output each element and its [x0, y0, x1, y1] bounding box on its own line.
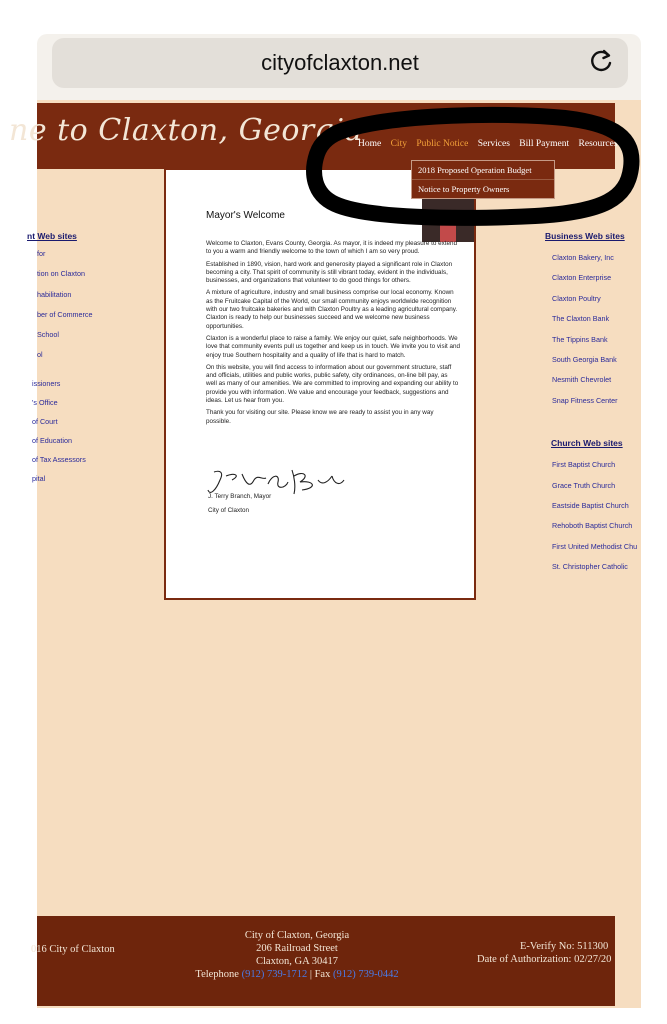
letter-paragraph: A mixture of agriculture, industry and small business comprise our local economy. Known as the Fruitcake Capital of the World, our small community enjoys worldwide recognition with our two fruitcake bakeries and with Claxton Poultry as a leading agricultural company. Claxton is ready to help our businesses succeed and we welcome new business opportunities.	[206, 289, 458, 330]
letter-paragraph: Established in 1890, vision, hard work and generosity played a significant role in Claxton becoming a city. That spirit of community is still vibrant today, evident in the individuals, businesses, and organizations that volunteer to do good things for others.	[206, 260, 453, 285]
nav-services[interactable]: Services	[477, 139, 510, 149]
url-text[interactable]: cityofclaxton.net	[261, 50, 419, 75]
address-bar[interactable]	[52, 38, 628, 88]
left-link[interactable]: 's Office	[32, 397, 58, 407]
signature-city: City of Claxton	[208, 507, 249, 514]
left-link[interactable]: of Education	[32, 435, 72, 445]
left-link[interactable]: for	[37, 249, 46, 258]
footer-citystate: Claxton, GA 30417	[256, 956, 338, 967]
left-link[interactable]: habilitation	[37, 289, 72, 299]
nav-bill-payment[interactable]: Bill Payment	[519, 139, 570, 149]
marker-annotation	[305, 108, 645, 238]
left-link[interactable]: issioners	[32, 378, 61, 388]
footer-address	[167, 929, 427, 981]
letter-paragraph: Claxton is a wonderful place to raise a family. We enjoy our quiet, safe neighborhoods. We love that community events pull us together and keep us in touch. We invite you to visit and enjoy true Southern hospitality and a quality of life that is hard to match.	[206, 334, 461, 359]
footer-copyright: 016 City of Claxton	[31, 944, 115, 955]
business-sites-heading: Business Web sites	[545, 231, 625, 241]
tel-link[interactable]: (912) 739-1712	[241, 969, 308, 980]
signature-name: J. Terry Branch, Mayor	[208, 493, 272, 500]
footer-phone-line	[167, 968, 427, 981]
right-sidebar	[545, 231, 655, 582]
web-page	[9, 100, 641, 1008]
tel-label: Telephone	[195, 969, 239, 980]
business-link[interactable]: Nesmith Chevrolet	[552, 375, 612, 385]
letter-paragraph: On this website, you will find access to information about our government structure, staff and officials, utilities and public works, public safety, city ordinances, on-line bill pay, as well as many of our amenities. We are committed to improving and expanding our ability to provide you with information. We value and encourage your feedback, suggestions and ideas. Let us hear from you.	[206, 363, 459, 405]
left-link[interactable]: of Court	[32, 416, 58, 426]
church-link[interactable]: Rehoboth Baptist Church	[552, 521, 633, 531]
left-link-list-2	[32, 378, 157, 493]
church-link[interactable]: Eastside Baptist Church	[552, 500, 629, 510]
business-link[interactable]: The Claxton Bank	[552, 314, 610, 324]
everify-number: E-Verify No: 511300	[520, 941, 609, 952]
letter-body	[206, 240, 460, 430]
business-link-list	[552, 253, 655, 416]
authorization-date: Date of Authorization: 02/27/20	[477, 954, 612, 965]
business-link[interactable]: South Georgia Bank	[552, 354, 617, 364]
business-link[interactable]: Snap Fitness Center	[552, 395, 618, 405]
church-link[interactable]: Grace Truth Church	[552, 480, 616, 490]
left-sidebar	[27, 231, 157, 493]
business-link[interactable]: The Tippins Bank	[552, 334, 608, 344]
site-title: ne to Claxton, Georgia	[9, 113, 363, 148]
left-link[interactable]: ber of Commerce	[37, 309, 93, 319]
footer-city: City of Claxton, Georgia	[244, 930, 350, 941]
left-link[interactable]: School	[37, 330, 59, 340]
nav-resources[interactable]: Resources	[578, 139, 618, 149]
fax-label: Fax	[314, 969, 331, 980]
letter-paragraph: Welcome to Claxton, Evans County, Georgia. As mayor, it is indeed my pleasure to extend to you a warm and friendly welcome to the town of which I am so very proud.	[206, 240, 458, 256]
reload-icon[interactable]	[586, 47, 616, 77]
phone-separator: |	[309, 969, 312, 980]
fax-link[interactable]: (912) 739-0442	[332, 969, 399, 980]
left-link[interactable]: pital	[32, 473, 46, 483]
nav-home[interactable]: Home	[358, 139, 382, 149]
church-link[interactable]: First Baptist Church	[552, 460, 616, 470]
church-link[interactable]: First United Methodist Chu	[552, 541, 638, 551]
left-link[interactable]: tion on Claxton	[37, 269, 85, 279]
nav-more[interactable]: C	[626, 139, 634, 149]
government-sites-heading: nt Web sites	[27, 231, 77, 241]
church-sites-heading: Church Web sites	[551, 438, 623, 449]
letter-paragraph: Thank you for visiting our site. Please know we are ready to assist you in any way possible.	[206, 409, 434, 425]
nav-public-notice[interactable]: Public Notice	[416, 139, 469, 149]
nav-city[interactable]: City	[390, 139, 407, 149]
left-link[interactable]: of Tax Assessors	[32, 454, 86, 464]
dropdown-item-notice-owners[interactable]: Notice to Property Owners	[418, 184, 510, 194]
business-link[interactable]: Claxton Enterprise	[552, 273, 612, 283]
dropdown-item-budget[interactable]: 2018 Proposed Operation Budget	[412, 161, 554, 180]
site-footer	[31, 916, 615, 1006]
left-link-list	[37, 249, 157, 371]
business-link[interactable]: Claxton Bakery, Inc	[552, 253, 614, 262]
left-link[interactable]: ol	[37, 350, 43, 360]
letter-title: Mayor's Welcome	[206, 210, 285, 221]
church-link-list	[552, 460, 655, 582]
footer-everify	[477, 940, 667, 966]
business-link[interactable]: Claxton Poultry	[552, 293, 601, 303]
footer-street: 206 Railroad Street	[256, 943, 338, 954]
church-link[interactable]: St. Christopher Catholic	[552, 562, 628, 572]
